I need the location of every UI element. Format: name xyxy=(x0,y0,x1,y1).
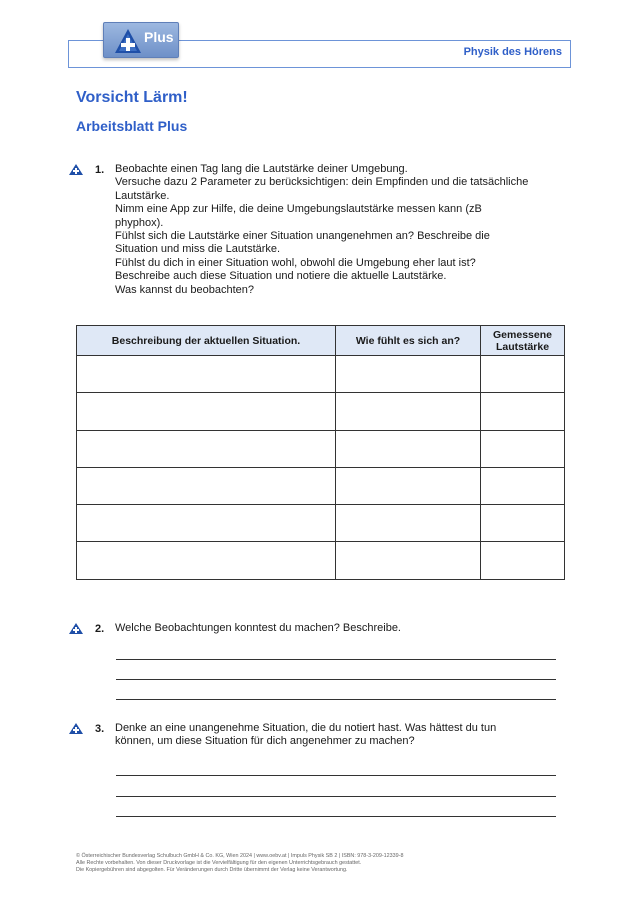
logo-triangle-icon xyxy=(114,28,142,54)
table-cell[interactable] xyxy=(77,467,336,504)
table-cell[interactable] xyxy=(336,356,481,393)
table-cell[interactable] xyxy=(481,467,565,504)
table-cell[interactable] xyxy=(77,542,336,579)
page-subtitle: Arbeitsblatt Plus xyxy=(76,118,188,134)
task-3-line: Denke an eine unangenehme Situation, die du notiert hast. Was hättest du tun xyxy=(115,722,497,734)
task-3-triangle-icon xyxy=(69,723,83,734)
table-header-description: Beschreibung der aktuellen Situation. xyxy=(77,326,336,356)
observation-table xyxy=(76,325,564,579)
task-1-line: Fühlst sich die Lautstärke einer Situation unangenehmen an? Beschreibe die xyxy=(115,230,490,243)
table-cell[interactable] xyxy=(336,393,481,430)
footer-line: Alle Rechte vorbehalten. Von dieser Druckvorlage ist die Vervielfältigung für den eigenen Unterrichtsgebrauch gestattet. xyxy=(76,860,362,866)
task-1-line: Was kannst du beobachten? xyxy=(115,283,255,296)
table-row xyxy=(77,542,565,579)
answer-line[interactable] xyxy=(116,816,556,817)
table-header-loudness: Gemessene Lautstärke xyxy=(481,326,565,356)
table-row xyxy=(77,467,565,504)
task-1-triangle-icon xyxy=(69,164,83,175)
page-title: Vorsicht Lärm! xyxy=(76,89,188,106)
answer-line[interactable] xyxy=(116,679,556,680)
table-cell[interactable] xyxy=(481,356,565,393)
table-cell[interactable] xyxy=(77,430,336,467)
task-1-line: Versuche dazu 2 Parameter zu berücksichtigen: dein Empfinden und die tatsächliche xyxy=(115,176,529,189)
table-cell[interactable] xyxy=(336,467,481,504)
task-1-number: 1. xyxy=(95,164,105,176)
footer-line: © Österreichischer Bundesverlag Schulbuch GmbH & Co. KG, Wien 2024 | www.oebv.at | Impuls Physik SB 2 | ISBN: 978-3-209-12339-8 xyxy=(76,853,404,859)
table-row xyxy=(77,356,565,393)
task-1-line: Nimm eine App zur Hilfe, die deine Umgebungslautstärke messen kann (zB xyxy=(115,203,482,216)
task-3-number: 3. xyxy=(95,723,105,735)
task-3-text xyxy=(115,722,570,749)
table-cell[interactable] xyxy=(336,542,481,579)
answer-line[interactable] xyxy=(116,699,556,700)
task-2-triangle-icon xyxy=(69,623,83,634)
table-cell[interactable] xyxy=(77,393,336,430)
table-cell[interactable] xyxy=(336,505,481,542)
table-cell[interactable] xyxy=(481,393,565,430)
task-2-number: 2. xyxy=(95,623,105,635)
table-cell[interactable] xyxy=(481,542,565,579)
table-cell[interactable] xyxy=(481,430,565,467)
answer-line[interactable] xyxy=(116,775,556,776)
logo-text: Plus xyxy=(144,29,174,45)
task-1-line: phyphox). xyxy=(115,216,164,229)
footer xyxy=(76,853,403,874)
table-cell[interactable] xyxy=(77,356,336,393)
task-1-line: Beobachte einen Tag lang die Lautstärke deiner Umgebung. xyxy=(115,163,408,175)
answer-line[interactable] xyxy=(116,659,556,660)
header-subject: Physik des Hörens xyxy=(463,46,562,58)
table-cell[interactable] xyxy=(336,430,481,467)
table-header-row xyxy=(77,326,565,356)
task-1-line: Situation und miss die Lautstärke. xyxy=(115,243,281,256)
table-row xyxy=(77,505,565,542)
task-1-line: Lautstärke. xyxy=(115,189,170,202)
task-2-line: Welche Beobachtungen konntest du machen? Beschreibe. xyxy=(115,622,401,634)
plus-logo xyxy=(103,22,179,58)
table-cell[interactable] xyxy=(481,505,565,542)
task-2-text xyxy=(115,622,570,635)
answer-line[interactable] xyxy=(116,796,556,797)
table-header-feeling: Wie fühlt es sich an? xyxy=(336,326,481,356)
table-row xyxy=(77,430,565,467)
table-cell[interactable] xyxy=(77,505,336,542)
task-1-text xyxy=(115,163,570,297)
task-1-line: Fühlst du dich in einer Situation wohl, obwohl die Umgebung eher laut ist? xyxy=(115,256,476,269)
task-3-line: können, um diese Situation für dich angenehmer zu machen? xyxy=(115,735,415,748)
task-1-line: Beschreibe auch diese Situation und notiere die aktuelle Lautstärke. xyxy=(115,270,447,283)
footer-line: Die Kopiergebühren sind abgegolten. Für Veränderungen durch Dritte übernimmt der Verlag keine Verantwortung. xyxy=(76,867,348,873)
table-row xyxy=(77,393,565,430)
